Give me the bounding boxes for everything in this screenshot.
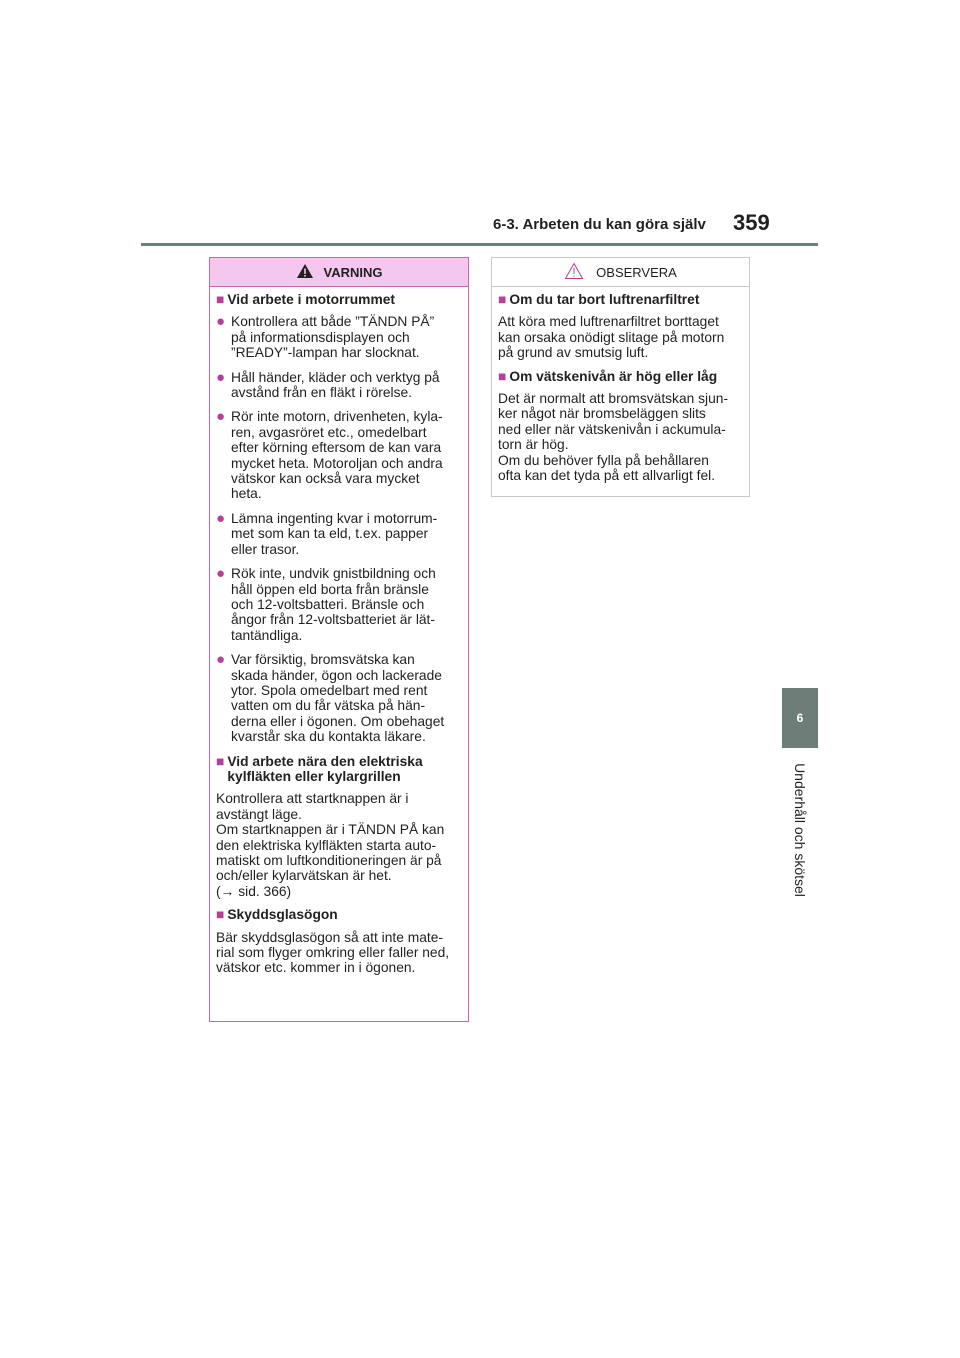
list-item	[216, 409, 462, 501]
notice-heading	[498, 292, 743, 307]
round-bullet-icon: ●	[216, 651, 226, 669]
warning-content	[210, 287, 468, 976]
notice-box	[491, 257, 750, 497]
section-title: 6-3. Arbeten du kan göra själv	[493, 216, 706, 233]
square-bullet-icon: ■	[498, 368, 507, 384]
notice-title: OBSERVERA	[596, 264, 677, 280]
list-item	[216, 370, 462, 401]
list-item	[216, 566, 462, 643]
round-bullet-icon: ●	[216, 565, 226, 583]
chapter-number: 6	[796, 711, 804, 725]
paragraph: Kontrollera att startknappen är i avstängt läge. Om startknappen är i TÄNDN PÅ kan den elektriska kylfläkten starta auto- matiskt om luftkonditioneringen är på och/eller kylarvätskan är het. (→ sid. 366)	[216, 791, 445, 899]
round-bullet-icon: ●	[216, 509, 226, 527]
paragraph: Det är normalt att bromsvätskan sjun- ker något när bromsbeläggen slits ned eller när vätskenivån i ackumula- torn är hög. Om du behöver fylla på behållaren ofta kan det tyda på ett allvarligt fel.	[498, 391, 729, 484]
heading-text: Om vätskenivån är hög eller låg	[509, 368, 718, 384]
list-item-text: Lämna ingenting kvar i motorrum- met som kan ta eld, t.ex. papper eller trasor.	[231, 510, 438, 557]
warning-heading	[216, 907, 462, 922]
list-item-text: Kontrollera att både ”TÄNDN PÅ” på informationsdisplayen och ”READY”-lampan har slocknat.	[231, 314, 435, 361]
warning-heading	[216, 292, 462, 307]
notice-content	[492, 287, 749, 483]
round-bullet-icon: ●	[216, 313, 226, 331]
list-item-text: Rör inte motorn, drivenheten, kyla- ren, avgasröret etc., omedelbart efter körning eftersom de kan vara mycket heta. Motoroljan och andra vätskor kan också vara mycket heta.	[231, 409, 443, 502]
square-bullet-icon: ■	[498, 292, 507, 307]
square-bullet-icon: ■	[216, 292, 225, 307]
heading-text: Skyddsglasögon	[227, 907, 338, 923]
header-rule	[141, 243, 818, 246]
chapter-tab	[782, 688, 818, 748]
warning-title: VARNING	[323, 264, 383, 280]
list-item	[216, 652, 462, 744]
square-bullet-icon: ■	[216, 753, 225, 769]
chapter-title: Underhåll och skötsel	[792, 763, 808, 897]
warning-box	[209, 257, 469, 1022]
caution-triangle-icon	[564, 262, 584, 283]
notice-heading	[498, 369, 743, 384]
warning-header	[210, 258, 468, 287]
heading-text: Om du tar bort luftrenarfiltret	[509, 292, 700, 307]
heading-text: Vid arbete nära den elektriska kylfläkten eller kylargrillen	[227, 753, 423, 784]
page-number: 359	[733, 210, 770, 235]
round-bullet-icon: ●	[216, 408, 226, 426]
round-bullet-icon: ●	[216, 368, 226, 386]
list-item-text: Rök inte, undvik gnistbildning och håll öppen eld borta från bränsle och 12-voltsbatteri. Bränsle och ångor från 12-voltsbatteriet är lät- tantändliga.	[231, 566, 436, 643]
paragraph: Att köra med luftrenarfiltret borttaget kan orsaka onödigt slitage på motorn på grund av smutsig luft.	[498, 314, 725, 361]
list-item-text: Var försiktig, bromsvätska kan skada händer, ögon och lackerade ytor. Spola omedelbart med rent vatten om du får vätska på hän- derna eller i ögonen. Om obehaget kvarstår ska du kontakta läkare.	[231, 652, 445, 745]
list-item	[216, 314, 462, 360]
warning-triangle-icon	[296, 263, 314, 282]
list-item	[216, 511, 462, 557]
paragraph: Bär skyddsglasögon så att inte mate- rial som flyger omkring eller faller ned, vätskor etc. kommer in i ögonen.	[216, 929, 450, 976]
heading-text: Vid arbete i motorrummet	[227, 292, 395, 307]
square-bullet-icon: ■	[216, 907, 225, 923]
warning-heading	[216, 754, 462, 785]
list-item-text: Håll händer, kläder och verktyg på avstånd från en fläkt i rörelse.	[231, 369, 440, 401]
notice-header	[492, 258, 749, 287]
